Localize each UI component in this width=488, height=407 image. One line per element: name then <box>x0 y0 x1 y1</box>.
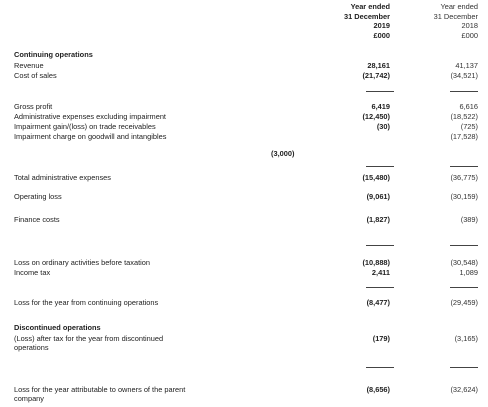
subtotal-rule-2018 <box>450 287 478 288</box>
value-2018-admin-expenses: (18,522) <box>450 112 478 121</box>
subtotal-rule-2019 <box>366 245 394 246</box>
value-2019-loss-attributable: (8,656) <box>366 385 390 394</box>
section-continuing: Continuing operations <box>14 50 93 59</box>
value-2019-income-tax: 2,411 <box>371 268 390 277</box>
value-2019-loss-before-tax: (10,888) <box>362 258 390 267</box>
row-label-admin-expenses: Administrative expenses excluding impairment <box>14 112 166 121</box>
value-2019-impairment-receivables: (30) <box>376 122 390 131</box>
value-2018-revenue: 41,137 <box>455 61 478 70</box>
header-2019-line-2: 31 December <box>343 11 390 21</box>
header-2018-line-4: £000 <box>461 30 478 40</box>
value-2018-impairment-goodwill: (17,528) <box>450 132 478 141</box>
value-2019-impairment-goodwill-misaligned: (3,000) <box>271 149 295 158</box>
row-label-loss-continuing: Loss for the year from continuing operations <box>14 298 159 307</box>
value-2019-revenue: 28,161 <box>367 61 390 70</box>
header-2018-line-2: 31 December <box>433 11 478 21</box>
subtotal-rule-2019 <box>366 91 394 92</box>
value-2018-loss-attributable: (32,624) <box>450 385 478 394</box>
subtotal-rule-2018 <box>450 166 478 167</box>
header-2018-line-3: 2018 <box>461 21 478 30</box>
subtotal-rule-2018 <box>450 245 478 246</box>
section-discontinued: Discontinued operations <box>14 323 101 332</box>
header-2019-line-1: Year ended <box>350 2 390 11</box>
row-label-loss-attributable: Loss for the year attributable to owners of the parent company <box>14 385 186 403</box>
row-label-loss-before-tax: Loss on ordinary activities before taxation <box>14 258 150 267</box>
header-2018 <box>434 2 478 40</box>
value-2018-impairment-receivables: (725) <box>460 122 478 131</box>
row-label-impairment-receivables: Impairment gain/(loss) on trade receivables <box>14 122 156 131</box>
subtotal-rule-2019 <box>366 367 394 368</box>
subtotal-rule-2018 <box>450 367 478 368</box>
row-label-income-tax: Income tax <box>14 268 51 277</box>
header-2019 <box>344 2 390 40</box>
subtotal-rule-2019 <box>366 287 394 288</box>
subtotal-rule-2019 <box>366 166 394 167</box>
row-label-total-admin: Total administrative expenses <box>14 173 111 182</box>
value-2018-cost-of-sales: (34,521) <box>450 71 478 80</box>
value-2019-total-admin: (15,480) <box>362 173 390 182</box>
value-2019-cost-of-sales: (21,742) <box>362 71 390 80</box>
value-2018-operating-loss: (30,159) <box>450 192 478 201</box>
row-label-finance-costs: Finance costs <box>14 215 60 224</box>
row-label-loss-discontinued: (Loss) after tax for the year from discontinued operations <box>14 334 164 352</box>
header-2019-line-3: 2019 <box>373 21 390 30</box>
row-label-cost-of-sales: Cost of sales <box>14 71 57 80</box>
value-2019-loss-discontinued: (179) <box>372 334 390 343</box>
value-2019-loss-continuing: (8,477) <box>366 298 390 307</box>
value-2019-operating-loss: (9,061) <box>366 192 390 201</box>
value-2018-total-admin: (36,775) <box>450 173 478 182</box>
value-2019-admin-expenses: (12,450) <box>362 112 390 121</box>
value-2018-income-tax: 1,089 <box>459 268 478 277</box>
row-label-operating-loss: Operating loss <box>14 192 62 201</box>
header-2019-line-4: £000 <box>373 30 390 40</box>
row-label-revenue: Revenue <box>14 61 44 70</box>
value-2019-finance-costs: (1,827) <box>366 215 390 224</box>
value-2018-loss-continuing: (29,459) <box>450 298 478 307</box>
value-2018-loss-discontinued: (3,165) <box>454 334 478 343</box>
value-2018-gross-profit: 6,616 <box>459 102 478 111</box>
value-2019-gross-profit: 6,419 <box>371 102 390 111</box>
row-label-impairment-goodwill: Impairment charge on goodwill and intangibles <box>14 132 167 141</box>
subtotal-rule-2018 <box>450 91 478 92</box>
value-2018-loss-before-tax: (30,548) <box>450 258 478 267</box>
value-2018-finance-costs: (389) <box>460 215 478 224</box>
row-label-gross-profit: Gross profit <box>14 102 53 111</box>
header-2018-line-1: Year ended <box>440 2 478 11</box>
